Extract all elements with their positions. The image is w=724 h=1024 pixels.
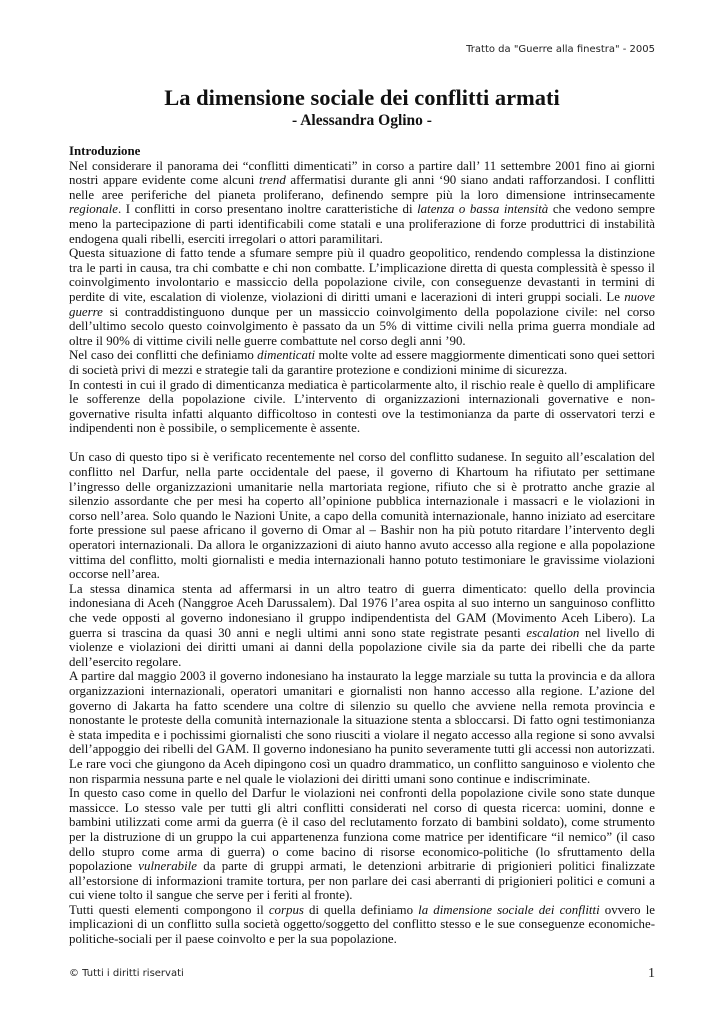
text-run: di quella definiamo bbox=[303, 902, 419, 917]
author-line: - Alessandra Oglino - bbox=[292, 112, 432, 129]
paragraph bbox=[69, 378, 655, 436]
text-run: Nel caso dei conflitti che definiamo bbox=[69, 348, 258, 363]
italic-text-run: trend bbox=[259, 173, 286, 188]
italic-text-run: dimenticati bbox=[257, 348, 316, 363]
italic-text-run: escalation bbox=[526, 625, 580, 640]
text-run: da parte di gruppi armati, le detenzioni arbitrarie di prigionieri politici finalizzate all’estorsione di informazioni tramite tortura, per non parlare dei casi aberranti di prigionieri politici e comuni a cui viene tolto il sangue che serve per i feriti al fronte). bbox=[69, 859, 655, 903]
paragraph bbox=[69, 786, 655, 903]
paragraph bbox=[69, 669, 655, 786]
paragraph-gap bbox=[69, 436, 655, 451]
section-title: Introduzione bbox=[69, 144, 141, 158]
text-run: affermatisi durante gli anni ‘90 siano andati rafforzandosi. I conflitti nelle aree periferiche del pianeta proliferano, definendo sempre più la loro dimensione intrinsecamente bbox=[69, 173, 655, 202]
paragraph bbox=[69, 450, 655, 581]
italic-text-run: regionale bbox=[69, 202, 118, 217]
text-run: Questa situazione di fatto tende a sfumare sempre più il quadro geopolitico, rendendo complessa la distinzione tra le parti in causa, tra chi combatte e chi non combatte. L’implicazione diretta di questa complessità è spesso il coinvolgimento involontario e massiccio della popolazione civile, con conseguenze devastanti in termini di perdite di vite, escalation di violenze, violazioni di diritti umani e lacerazioni di interi gruppi sociali. Le bbox=[69, 246, 655, 304]
text-run: che vedono sempre meno la partecipazione di parti identificabili come statali e una proliferazione di forze produttrici di instabilità endogena quali ribelli, eserciti irregolari o attori paramilitari. bbox=[69, 202, 656, 246]
text-run: A partire dal maggio 2003 il governo indonesiano ha instaurato la legge marziale su tutta la provincia e da allora organizzazioni internazionali, operatori umanitari e giornalisti non hanno accesso alla regione. L’azione del governo di Jakarta ha fatto scendere una coltre di silenzio su quello che avviene nella remota provincia e nonostante le proteste della comunità internazionale la situazione stenta a sbloccarsi. Di fatto ogni testimonianza è stata impedita e i pochissimi giornalisti che sono riusciti a violare il negato accesso alla regione si sono avvalsi dell’appoggio dei ribelli del GAM. Il governo indonesiano ha punito severamente tutti gli accessi non autorizzati. Le rare voci che giungono da Aceh dipingono così un quadro drammatico, un conflitto sanguinoso e violento che non risparmia nessuna parte e nel quale le violazioni dei diritti umani sono continue e indiscriminate. bbox=[69, 669, 655, 786]
paragraph bbox=[69, 159, 655, 247]
text-run: Nel considerare il panorama dei “conflitti dimenticati” in corso a partire dall’ 11 settembre 2001 fino ai giorni nostri appare evidente come alcuni bbox=[69, 158, 655, 188]
document-source-header: Tratto da "Guerre alla finestra" - 2005 bbox=[466, 44, 655, 55]
paragraph bbox=[69, 348, 655, 377]
paragraphs-container bbox=[69, 159, 655, 947]
text-run: Tutti questi elementi compongono il bbox=[69, 902, 269, 917]
page-number: 1 bbox=[648, 966, 655, 981]
text-run: ovvero le implicazioni di un conflitto sulla società oggetto/soggetto del conflitto stesso e le sue conseguenze economiche-politiche-sociali per il paese coinvolto e per la sua popolazione. bbox=[69, 902, 656, 947]
paragraph bbox=[69, 903, 655, 947]
text-run: nel livello di violenze e violazioni dei diritti umani ai danni della popolazione civile sia da parte dei ribelli che da parte dell’esercito regolare. bbox=[69, 625, 655, 669]
copyright-footer: © Tutti i diritti riservati bbox=[69, 968, 184, 979]
paragraph bbox=[69, 246, 655, 348]
text-run: In questo caso come in quello del Darfur le violazioni nei confronti della popolazione civile sono state dunque massicce. Lo stesso vale per tutti gli altri conflitti considerati nel corso di questa ricerca: uomini, donne e bambini utilizzati come armi da guerra (è il caso del reclutamento forzato di bambini soldato), come strumento per la distruzione di un gruppo la cui appartenenza funziona come matrice per identificare “il nemico” (il caso dello stupro come arma di guerra) o come bacino di risorse economico-politiche (lo sfruttamento della popolazione bbox=[69, 786, 655, 874]
italic-text-run: latenza o bassa intensità bbox=[417, 202, 549, 217]
paragraph bbox=[69, 582, 655, 670]
document-body bbox=[69, 84, 655, 947]
italic-text-run: corpus bbox=[268, 902, 304, 917]
italic-text-run: la dimensione sociale dei conflitti bbox=[418, 902, 600, 917]
italic-text-run: nuove guerre bbox=[69, 289, 655, 319]
text-run: . I conflitti in corso presentano inoltre caratteristiche di bbox=[117, 202, 418, 217]
text-run: La stessa dinamica stenta ad affermarsi in un altro teatro di guerra dimenticato: quello della provincia indonesiana di Aceh (Nanggroe Aceh Darussalem). Dal 1976 l’area ospita al suo interno un sanguinoso conflitto che vede opposti al governo indonesiano il gruppo indipendentista del GAM (Movimento Aceh Libero). La guerra si trascina da quasi 30 anni e negli ultimi anni sono state registrate pesanti bbox=[69, 581, 655, 640]
text-run: si contraddistinguono dunque per un massiccio coinvolgimento della popolazione civile: nel corso dell’ultimo secolo questo coinvolgimento è passato da un 5% di vittime civili nella prima guerra mondiale ad oltre il 90% di vittime civili nelle guerre combattute nel corso degli anni ’90. bbox=[69, 304, 655, 348]
page-title: La dimensione sociale dei conflitti armati bbox=[164, 85, 560, 110]
text-run: Un caso di questo tipo si è verificato recentemente nel corso del conflitto sudanese. In seguito all’escalation del conflitto nel Darfur, nella parte occidentale del paese, il governo di Khartoum ha rifiutato per settimane l’ingresso delle organizzazioni umanitarie nella martoriata regione, rifiuto che si è protratto anche grazie al silenzio assordante che per mesi ha coperto all’opinione pubblica internazionale i massacri e le violazioni in corso nell’area. Solo quando le Nazioni Unite, a capo della comunità internazionale, hanno iniziato ad esercitare forte pressione sul paese africano il governo di Omar al – Bashir non ha più potuto ritardare l’intervento degli operatori internazionali. Da allora le organizzazioni di aiuto hanno avuto accesso alla regione e alla popolazione vittima del conflitto, molti giornalisti e media internazionali hanno potuto testimoniare le gravissime violazioni occorse nell’area. bbox=[69, 450, 655, 582]
text-run: In contesti in cui il grado di dimenticanza mediatica è particolarmente alto, il rischio reale è quello di amplificare le sofferenze della popolazione civile. L’intervento di organizzazioni internazionali governative e non-governative risulta infatti alquanto difficoltoso in contesti ove la testimonianza da parte di osservatori terzi e indipendenti non è possibile, o semplicemente è assente. bbox=[69, 377, 655, 436]
italic-text-run: vulnerabile bbox=[138, 859, 197, 874]
text-run: molte volte ad essere maggiormente dimenticati sono quei settori di società privi di mezzi e strategie tali da garantire protezione e condizioni minime di sicurezza. bbox=[69, 348, 655, 377]
